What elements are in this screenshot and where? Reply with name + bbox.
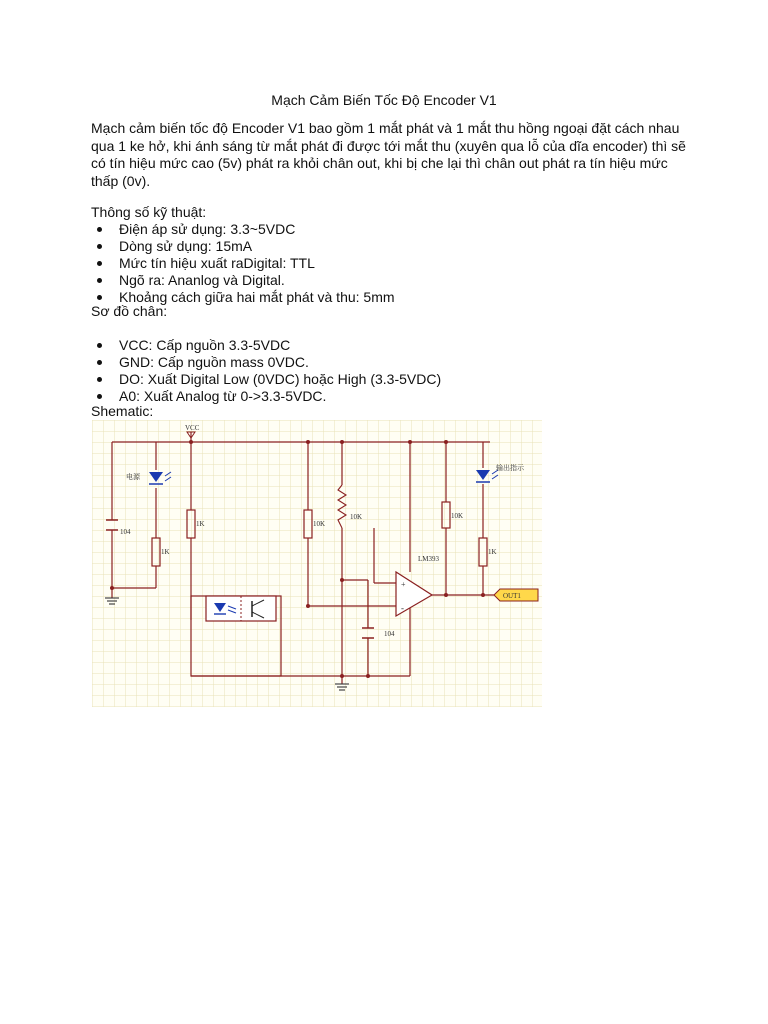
list-item: VCC: Cấp nguồn 3.3-5VDC: [91, 337, 441, 354]
r5-label: 10K: [451, 512, 464, 520]
led2-label: 输出指示: [496, 464, 524, 472]
c1-label: 104: [120, 528, 131, 536]
list-item: Điện áp sử dụng: 3.3~5VDC: [91, 221, 395, 238]
schematic-diagram: [92, 420, 542, 707]
bullet-icon: [97, 394, 102, 399]
list-item: Khoảng cách giữa hai mắt phát và thu: 5mm: [91, 289, 395, 306]
specs-heading: Thông số kỹ thuật:: [91, 204, 207, 220]
vcc-label: VCC: [185, 424, 200, 432]
r3-label: 10K: [313, 520, 326, 528]
description-paragraph: Mạch cảm biến tốc độ Encoder V1 bao gồm 1 mắt phát và 1 mắt thu hồng ngoại đặt cách nhau qua 1 ke hở, khi ánh sáng từ mắt phát đi được tới mắt thu (xuyên qua lỗ của dĩa encoder) thì sẽ có tín hiệu mức cao (5v) phát ra khỏi chân out, khi bị che lại thì chân out phát ra tín hiệu mức thấp (0v).: [91, 120, 686, 189]
list-item: Dòng sử dụng: 15mA: [91, 238, 395, 255]
bullet-icon: [97, 343, 102, 348]
r2-label: 1K: [161, 548, 170, 556]
bullet-icon: [97, 278, 102, 283]
list-item: Mức tín hiệu xuất raDigital: TTL: [91, 255, 395, 272]
bullet-icon: [97, 261, 102, 266]
r4-label: 10K: [350, 513, 363, 521]
bullet-icon: [97, 377, 102, 382]
list-item: A0: Xuất Analog từ 0->3.3-5VDC.: [91, 388, 441, 405]
page-title: Mạch Cảm Biến Tốc Độ Encoder V1: [271, 92, 497, 108]
ic-plus-sign: +: [401, 580, 406, 589]
r1-label: 1K: [196, 520, 205, 528]
c2-label: 104: [384, 630, 395, 638]
ic-minus-sign: -: [401, 603, 404, 613]
list-item: DO: Xuất Digital Low (0VDC) hoặc High (3.3-5VDC): [91, 371, 441, 388]
ic-label: LM393: [418, 555, 439, 563]
optical-sensor-icon: [206, 596, 276, 621]
pinout-heading: Sơ đồ chân:: [91, 303, 168, 319]
schematic-heading: Shematic:: [91, 403, 154, 419]
led1-label: 电源: [126, 473, 140, 481]
output-port: [494, 589, 538, 601]
bullet-icon: [97, 227, 102, 232]
bullet-icon: [97, 360, 102, 365]
specs-list: [91, 221, 395, 306]
bullet-icon: [97, 295, 102, 300]
bullet-icon: [97, 244, 102, 249]
list-item: Ngõ ra: Ananlog và Digital.: [91, 272, 395, 289]
pinout-list: [91, 337, 441, 405]
out-label: OUT1: [503, 592, 521, 600]
list-item: GND: Cấp nguồn mass 0VDC.: [91, 354, 441, 371]
r6-label: 1K: [488, 548, 497, 556]
